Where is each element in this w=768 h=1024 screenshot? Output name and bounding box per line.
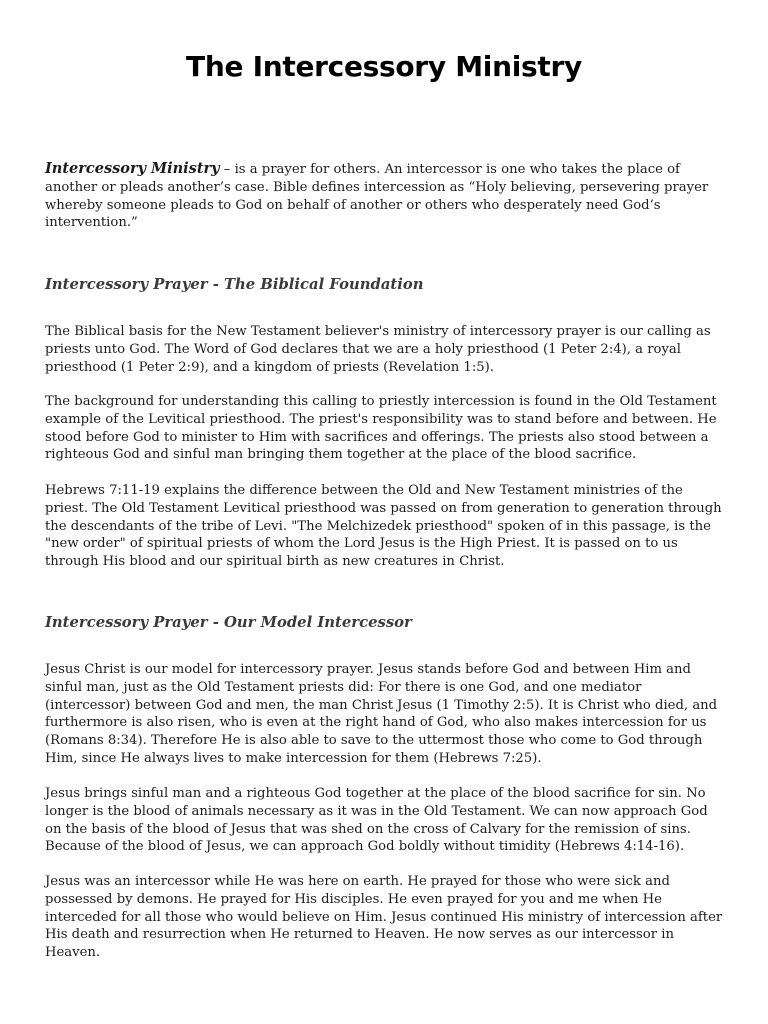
section-heading-model-intercessor: Intercessory Prayer - Our Model Intercessor	[45, 614, 412, 631]
paragraph-intercessor-on-earth: Jesus was an intercessor while He was here on earth. He prayed for those who were sick and possessed by demons. He prayed for His disciples. He even prayed for you and me when He interceded for all those who would believe on Him. Jesus continued His ministry of intercession after His death and resurrection when He returned to Heaven. He now serves as our intercessor in Heaven.	[45, 874, 723, 961]
paragraph-jesus-model: Jesus Christ is our model for intercessory prayer. Jesus stands before God and between Him and sinful man, just as the Old Testament priests did: For there is one God, and one mediator (intercessor) between God and men, the man Christ Jesus (1 Timothy 2:5). It is Christ who died, and furthermore is also risen, who is even at the right hand of God, who also makes intercession for us (Romans 8:34). Therefore He is also able to save to the uttermost those who come to God through Him, since He always lives to make intercession for them (Hebrews 7:25).	[45, 662, 718, 766]
paragraph-blood-sacrifice: Jesus brings sinful man and a righteous God together at the place of the blood sacrifice for sin. No longer is the blood of animals necessary as it was in the Old Testament. We can now approach God on the basis of the blood of Jesus that was shed on the cross of Calvary for the remission of sins. Because of the blood of Jesus, we can approach God boldly without timidity (Hebrews 4:14-16).	[45, 786, 708, 855]
paragraph-biblical-basis: The Biblical basis for the New Testament believer's ministry of intercessory prayer is our calling as priests unto God. The Word of God declares that we are a holy priesthood (1 Peter 2:4), a royal priesthood (1 Peter 2:9), and a kingdom of priests (Revelation 1:5).	[45, 324, 711, 375]
paragraph-hebrews-melchizedek: Hebrews 7:11-19 explains the difference between the Old and New Testament ministries of the priest. The Old Testament Levitical priesthood was passed on from generation to generation through the descendants of the tribe of Levi. "The Melchizedek priesthood" spoken of in this passage, is the "new order" of spiritual priests of whom the Lord Jesus is the High Priest. It is passed on to us through His blood and our spiritual birth as new creatures in Christ.	[45, 483, 722, 570]
section-heading-biblical-foundation: Intercessory Prayer - The Biblical Foundation	[45, 276, 424, 293]
intro-text: – is a prayer for others. An intercessor is one who takes the place of another or pleads another’s case. Bible defines intercession as “Holy believing, persevering prayer whereby someone pleads to God on behalf of another or others who desperately need God’s intervention.”	[45, 162, 709, 231]
intro-term: Intercessory Ministry	[45, 160, 220, 177]
intro-paragraph	[45, 160, 725, 232]
page-title: The Intercessory Ministry	[186, 50, 582, 83]
paragraph-levitical-background: The background for understanding this calling to priestly intercession is found in the Old Testament example of the Levitical priesthood. The priest's responsibility was to stand before and between. He stood before God to minister to Him with sacrifices and offerings. The priests also stood between a righteous God and sinful man bringing them together at the place of the blood sacrifice.	[45, 394, 717, 463]
